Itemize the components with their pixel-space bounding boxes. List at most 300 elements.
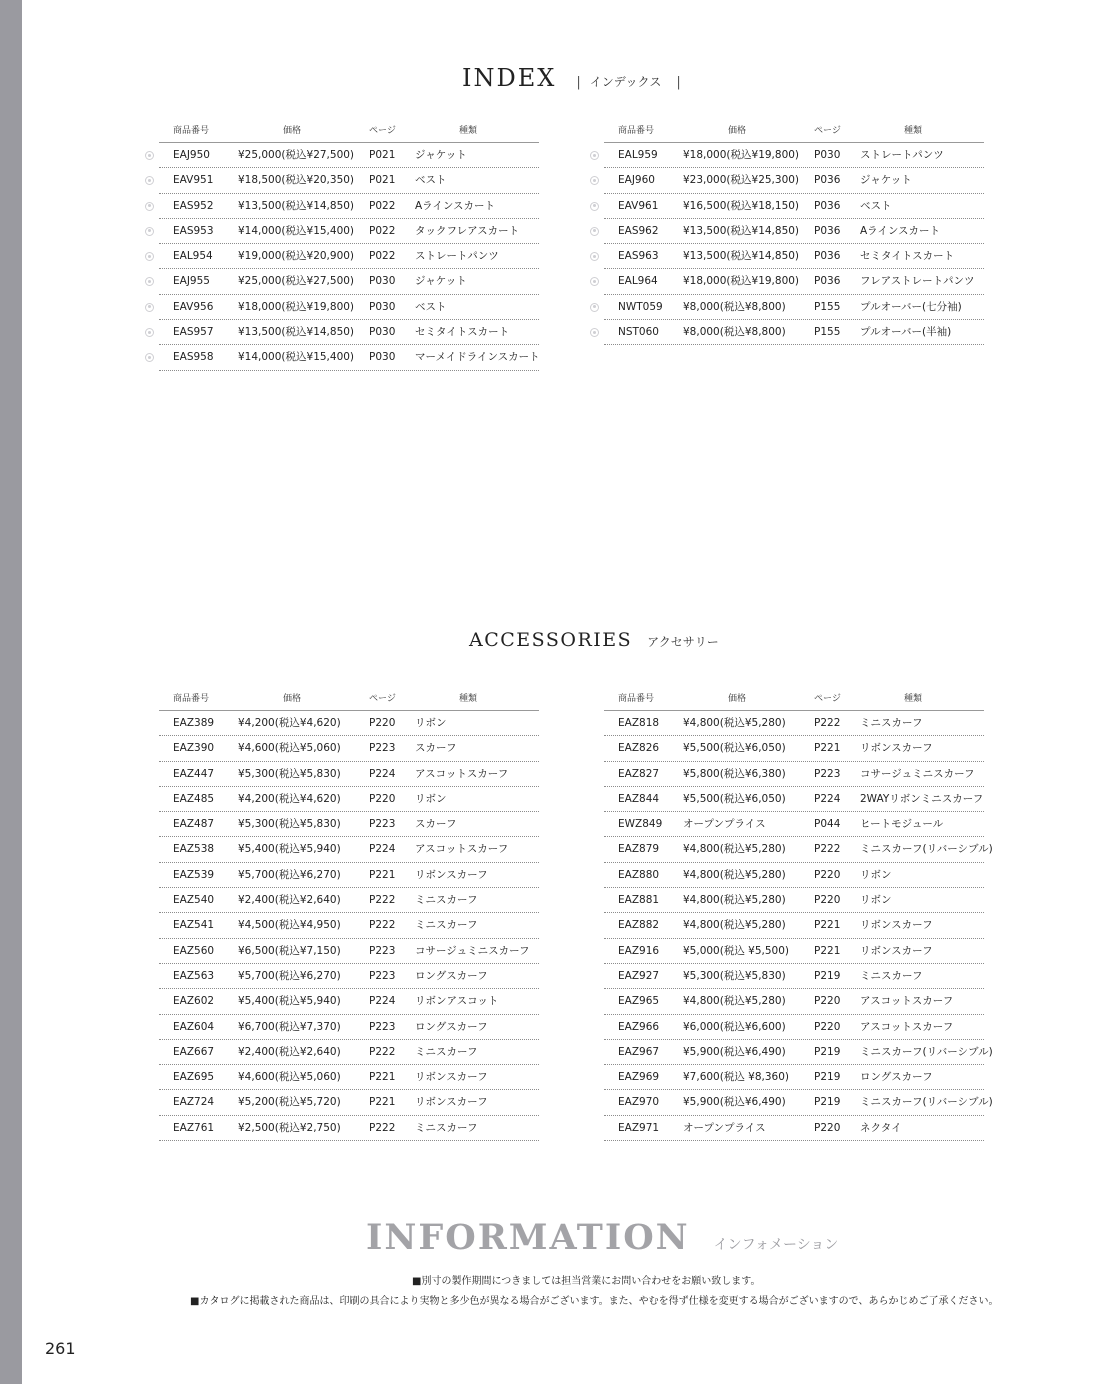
product-code: EAZ969 bbox=[618, 1071, 660, 1084]
accessories-subtitle: アクセサリー bbox=[647, 635, 719, 649]
product-type: コサージュミニスカーフ bbox=[860, 767, 975, 780]
product-code: EAS962 bbox=[618, 224, 659, 237]
bullet-ring-icon bbox=[145, 328, 154, 337]
information-note-lead-time: ■別寸の製作期間につきましては担当営業にお問い合わせをお願い致します。 bbox=[412, 1276, 761, 1287]
product-type: リボンアスコット bbox=[415, 995, 499, 1008]
product-code: EAZ965 bbox=[618, 995, 660, 1008]
table-header bbox=[604, 689, 984, 711]
product-price: ¥4,800(税込¥5,280) bbox=[683, 717, 786, 729]
table-row bbox=[159, 913, 539, 938]
product-type: リボンスカーフ bbox=[860, 944, 933, 957]
product-code: EAS953 bbox=[173, 224, 214, 237]
table-row bbox=[604, 1116, 984, 1141]
accessories-title: ACCESSORIES bbox=[469, 629, 633, 651]
index-separator-right: | bbox=[676, 75, 681, 90]
information-heading bbox=[366, 1217, 838, 1258]
product-code: EAZ667 bbox=[173, 1045, 215, 1058]
bullet-ring-icon bbox=[590, 303, 599, 312]
bullet-ring-icon bbox=[145, 202, 154, 211]
product-type: マーメイドラインスカート bbox=[415, 351, 540, 364]
bullet-ring-icon bbox=[145, 151, 154, 160]
product-code: EAZ541 bbox=[173, 919, 215, 932]
product-page: P222 bbox=[369, 894, 396, 907]
table-row bbox=[159, 1040, 539, 1065]
information-title: INFORMATION bbox=[366, 1217, 690, 1258]
column-header-page: ページ bbox=[369, 126, 396, 136]
product-page: P222 bbox=[814, 717, 841, 729]
product-code: EAZ563 bbox=[173, 969, 215, 982]
product-page: P219 bbox=[814, 969, 841, 982]
product-page: P220 bbox=[814, 1020, 841, 1033]
product-price: ¥5,700(税込¥6,270) bbox=[238, 868, 341, 881]
product-price: ¥5,400(税込¥5,940) bbox=[238, 843, 341, 856]
table-row bbox=[604, 1065, 984, 1090]
table-row bbox=[604, 762, 984, 787]
product-page: P155 bbox=[814, 326, 841, 339]
product-price: ¥4,600(税込¥5,060) bbox=[238, 742, 341, 755]
table-row bbox=[159, 295, 539, 320]
product-price: ¥13,500(税込¥14,850) bbox=[683, 224, 800, 237]
product-type: セミタイトスカート bbox=[860, 250, 955, 263]
column-header-page: ページ bbox=[814, 694, 841, 704]
product-page: P155 bbox=[814, 300, 841, 313]
page-number: 261 bbox=[45, 1339, 76, 1358]
product-type: ミニスカーフ bbox=[415, 894, 478, 907]
bullet-ring-icon bbox=[145, 353, 154, 362]
product-page: P036 bbox=[814, 250, 841, 263]
product-page: P224 bbox=[369, 843, 396, 856]
product-page: P222 bbox=[369, 1045, 396, 1058]
product-page: P221 bbox=[369, 868, 396, 881]
product-price: オープンプライス bbox=[683, 1121, 766, 1134]
product-type: リボン bbox=[860, 894, 892, 907]
product-page: P222 bbox=[814, 843, 841, 856]
table-row bbox=[604, 219, 984, 244]
table-row bbox=[604, 812, 984, 837]
product-type: プルオーバー(七分袖) bbox=[860, 300, 962, 313]
table-row bbox=[159, 219, 539, 244]
product-type: リボンスカーフ bbox=[415, 1096, 488, 1109]
table-row bbox=[159, 1116, 539, 1141]
product-page: P222 bbox=[369, 1121, 396, 1134]
product-type: ミニスカーフ bbox=[415, 919, 478, 932]
product-price: ¥8,000(税込¥8,800) bbox=[683, 300, 786, 313]
product-code: EAZ389 bbox=[173, 717, 215, 729]
product-price: ¥5,000(税込 ¥5,500) bbox=[683, 944, 790, 957]
product-code: EAV961 bbox=[618, 199, 659, 212]
product-price: ¥4,500(税込¥4,950) bbox=[238, 919, 341, 932]
product-price: ¥4,800(税込¥5,280) bbox=[683, 919, 786, 932]
index-title: INDEX bbox=[462, 64, 557, 92]
product-code: EAZ827 bbox=[618, 767, 660, 780]
product-page: P221 bbox=[814, 944, 841, 957]
product-code: EAS952 bbox=[173, 199, 214, 212]
product-code: EAS957 bbox=[173, 326, 214, 339]
product-code: EAZ390 bbox=[173, 742, 215, 755]
product-code: EAZ881 bbox=[618, 894, 660, 907]
product-code: EAZ724 bbox=[173, 1096, 215, 1109]
product-page: P022 bbox=[369, 224, 396, 237]
product-type: ベスト bbox=[415, 174, 447, 187]
product-page: P224 bbox=[369, 767, 396, 780]
product-code: EAZ882 bbox=[618, 919, 660, 932]
product-code: EAZ966 bbox=[618, 1020, 660, 1033]
product-type: アスコットスカーフ bbox=[415, 767, 509, 780]
product-type: ジャケット bbox=[860, 174, 912, 187]
product-code: EAZ971 bbox=[618, 1121, 660, 1134]
product-code: EAZ761 bbox=[173, 1121, 215, 1134]
product-type: ネクタイ bbox=[860, 1121, 902, 1134]
column-header-code: 商品番号 bbox=[618, 126, 655, 136]
product-page: P220 bbox=[814, 995, 841, 1008]
product-page: P220 bbox=[814, 868, 841, 881]
product-code: EAL954 bbox=[173, 250, 213, 263]
product-price: ¥5,300(税込¥5,830) bbox=[683, 969, 786, 982]
product-price: ¥16,500(税込¥18,150) bbox=[683, 199, 800, 212]
index-table-left bbox=[159, 121, 539, 371]
product-price: ¥23,000(税込¥25,300) bbox=[683, 174, 800, 187]
product-type: Aラインスカート bbox=[415, 199, 496, 212]
product-type: ミニスカーフ bbox=[415, 1045, 478, 1058]
accessories-table-left bbox=[159, 689, 539, 1141]
bullet-ring-icon bbox=[590, 277, 599, 286]
product-price: ¥5,800(税込¥6,380) bbox=[683, 767, 786, 780]
product-type: アスコットスカーフ bbox=[860, 1020, 954, 1033]
column-header-type: 種類 bbox=[459, 126, 478, 136]
product-code: EAZ970 bbox=[618, 1096, 660, 1109]
product-price: ¥19,000(税込¥20,900) bbox=[238, 250, 355, 263]
bullet-ring-icon bbox=[145, 252, 154, 261]
product-price: ¥13,500(税込¥14,850) bbox=[683, 250, 800, 263]
product-page: P223 bbox=[369, 1020, 396, 1033]
table-row bbox=[159, 1090, 539, 1115]
product-type: リボンスカーフ bbox=[860, 742, 933, 755]
bullet-ring-icon bbox=[145, 303, 154, 312]
product-page: P036 bbox=[814, 275, 841, 288]
product-page: P030 bbox=[369, 300, 396, 313]
product-code: EAZ880 bbox=[618, 868, 660, 881]
product-page: P036 bbox=[814, 199, 841, 212]
product-page: P030 bbox=[369, 275, 396, 288]
product-page: P221 bbox=[369, 1071, 396, 1084]
product-type: ミニスカーフ bbox=[860, 717, 923, 729]
table-row bbox=[604, 888, 984, 913]
product-page: P220 bbox=[369, 717, 396, 729]
product-price: ¥8,000(税込¥8,800) bbox=[683, 326, 786, 339]
product-price: ¥18,000(税込¥19,800) bbox=[238, 300, 355, 313]
product-type: ロングスカーフ bbox=[415, 969, 488, 982]
product-type: ベスト bbox=[415, 300, 447, 313]
product-page: P021 bbox=[369, 149, 396, 161]
table-header bbox=[159, 121, 539, 143]
product-code: EAZ538 bbox=[173, 843, 215, 856]
product-code: NWT059 bbox=[618, 300, 663, 313]
product-price: ¥2,400(税込¥2,640) bbox=[238, 894, 341, 907]
product-type: ストレートパンツ bbox=[415, 250, 499, 263]
table-row bbox=[159, 812, 539, 837]
product-code: EAL964 bbox=[618, 275, 658, 288]
bullet-ring-icon bbox=[590, 252, 599, 261]
table-row bbox=[159, 143, 539, 168]
product-code: EAZ602 bbox=[173, 995, 215, 1008]
product-code: EAJ955 bbox=[173, 275, 210, 288]
product-page: P221 bbox=[369, 1096, 396, 1109]
product-page: P036 bbox=[814, 224, 841, 237]
table-row bbox=[159, 964, 539, 989]
table-row bbox=[604, 964, 984, 989]
product-type: プルオーバー(半袖) bbox=[860, 326, 952, 339]
product-price: ¥13,500(税込¥14,850) bbox=[238, 326, 355, 339]
product-type: スカーフ bbox=[415, 818, 457, 831]
product-price: ¥5,500(税込¥6,050) bbox=[683, 792, 786, 805]
product-page: P223 bbox=[369, 742, 396, 755]
product-price: ¥2,500(税込¥2,750) bbox=[238, 1121, 341, 1134]
table-row bbox=[604, 168, 984, 193]
column-header-price: 価格 bbox=[728, 694, 747, 704]
table-row bbox=[159, 863, 539, 888]
product-code: EWZ849 bbox=[618, 818, 663, 831]
product-price: ¥5,700(税込¥6,270) bbox=[238, 969, 341, 982]
product-price: ¥4,800(税込¥5,280) bbox=[683, 995, 786, 1008]
product-page: P221 bbox=[814, 742, 841, 755]
product-code: EAZ487 bbox=[173, 818, 215, 831]
product-type: アスコットスカーフ bbox=[415, 843, 509, 856]
table-row bbox=[604, 295, 984, 320]
product-price: ¥4,200(税込¥4,620) bbox=[238, 717, 341, 729]
product-price: ¥13,500(税込¥14,850) bbox=[238, 199, 355, 212]
product-code: EAZ695 bbox=[173, 1071, 215, 1084]
table-row bbox=[159, 345, 539, 370]
product-price: ¥6,000(税込¥6,600) bbox=[683, 1020, 786, 1033]
column-header-type: 種類 bbox=[904, 126, 923, 136]
table-row bbox=[159, 168, 539, 193]
product-type: Aラインスカート bbox=[860, 224, 941, 237]
table-row bbox=[604, 1015, 984, 1040]
product-code: EAZ560 bbox=[173, 944, 215, 957]
table-row bbox=[604, 989, 984, 1014]
table-row bbox=[159, 787, 539, 812]
product-code: EAZ447 bbox=[173, 767, 215, 780]
product-price: ¥4,800(税込¥5,280) bbox=[683, 894, 786, 907]
index-table-right bbox=[604, 121, 984, 345]
information-subtitle: インフォメーション bbox=[713, 1237, 839, 1253]
product-page: P030 bbox=[814, 149, 841, 161]
product-price: ¥2,400(税込¥2,640) bbox=[238, 1045, 341, 1058]
table-row bbox=[159, 989, 539, 1014]
accessories-heading bbox=[469, 629, 719, 651]
product-code: EAZ967 bbox=[618, 1045, 660, 1058]
information-note-color-disclaimer: ■カタログに掲載された商品は、印刷の具合により実物と多少色が異なる場合がございます。また、やむを得ず仕様を変更する場合がございますので、あらかじめご了承ください。 bbox=[190, 1296, 999, 1307]
product-page: P022 bbox=[369, 250, 396, 263]
product-price: ¥25,000(税込¥27,500) bbox=[238, 275, 355, 288]
table-row bbox=[604, 244, 984, 269]
table-row bbox=[604, 320, 984, 345]
product-price: ¥5,300(税込¥5,830) bbox=[238, 767, 341, 780]
product-page: P222 bbox=[369, 919, 396, 932]
product-type: ストレートパンツ bbox=[860, 149, 944, 161]
column-header-code: 商品番号 bbox=[173, 694, 210, 704]
bullet-ring-icon bbox=[590, 202, 599, 211]
product-page: P021 bbox=[369, 174, 396, 187]
table-row bbox=[159, 320, 539, 345]
product-type: ミニスカーフ bbox=[860, 969, 923, 982]
column-header-code: 商品番号 bbox=[173, 126, 210, 136]
table-row bbox=[604, 787, 984, 812]
bullet-ring-icon bbox=[145, 176, 154, 185]
product-page: P223 bbox=[369, 944, 396, 957]
product-price: ¥4,200(税込¥4,620) bbox=[238, 792, 341, 805]
product-price: ¥5,900(税込¥6,490) bbox=[683, 1096, 786, 1109]
column-header-page: ページ bbox=[814, 126, 841, 136]
table-row bbox=[159, 194, 539, 219]
table-row bbox=[159, 711, 539, 736]
product-code: NST060 bbox=[618, 326, 659, 339]
product-code: EAS963 bbox=[618, 250, 659, 263]
table-row bbox=[604, 837, 993, 862]
product-code: EAV951 bbox=[173, 174, 214, 187]
table-row bbox=[604, 736, 984, 761]
product-price: ¥5,200(税込¥5,720) bbox=[238, 1096, 341, 1109]
product-type: コサージュミニスカーフ bbox=[415, 944, 530, 957]
product-price: ¥4,800(税込¥5,280) bbox=[683, 843, 786, 856]
table-row bbox=[604, 1090, 993, 1115]
product-code: EAZ879 bbox=[618, 843, 660, 856]
product-type: フレアストレートパンツ bbox=[860, 275, 975, 288]
product-code: EAZ485 bbox=[173, 792, 215, 805]
table-row bbox=[159, 1065, 539, 1090]
product-code: EAS958 bbox=[173, 351, 214, 364]
product-page: P044 bbox=[814, 818, 841, 831]
product-type: ミニスカーフ bbox=[415, 1121, 478, 1134]
table-row bbox=[159, 1015, 539, 1040]
product-type: リボンスカーフ bbox=[860, 919, 933, 932]
table-row bbox=[159, 762, 539, 787]
product-page: P219 bbox=[814, 1096, 841, 1109]
product-type: ミニスカーフ(リバーシブル) bbox=[860, 843, 993, 856]
product-type: 2WAYリボンミニスカーフ bbox=[860, 792, 984, 805]
product-page: P223 bbox=[369, 818, 396, 831]
product-page: P219 bbox=[814, 1045, 841, 1058]
product-type: リボン bbox=[415, 792, 447, 805]
product-page: P220 bbox=[814, 1121, 841, 1134]
product-type: ベスト bbox=[860, 199, 892, 212]
product-page: P220 bbox=[369, 792, 396, 805]
table-row bbox=[159, 837, 539, 862]
product-code: EAZ818 bbox=[618, 717, 660, 729]
product-code: EAZ604 bbox=[173, 1020, 215, 1033]
product-code: EAJ960 bbox=[618, 174, 655, 187]
product-page: P030 bbox=[369, 326, 396, 339]
product-page: P224 bbox=[369, 995, 396, 1008]
table-row bbox=[159, 939, 539, 964]
product-type: ロングスカーフ bbox=[860, 1071, 933, 1084]
side-bar bbox=[0, 0, 22, 1384]
product-type: ミニスカーフ(リバーシブル) bbox=[860, 1045, 993, 1058]
product-price: ¥18,500(税込¥20,350) bbox=[238, 174, 355, 187]
product-code: EAZ540 bbox=[173, 894, 215, 907]
column-header-type: 種類 bbox=[459, 694, 478, 704]
table-row bbox=[604, 269, 984, 294]
bullet-ring-icon bbox=[590, 328, 599, 337]
product-type: ジャケット bbox=[415, 149, 467, 161]
product-price: ¥25,000(税込¥27,500) bbox=[238, 149, 355, 161]
bullet-ring-icon bbox=[145, 227, 154, 236]
index-subtitle: インデックス bbox=[589, 75, 662, 89]
table-row bbox=[159, 269, 539, 294]
product-price: ¥5,300(税込¥5,830) bbox=[238, 818, 341, 831]
product-type: リボン bbox=[415, 717, 447, 729]
column-header-price: 価格 bbox=[283, 126, 302, 136]
table-row bbox=[604, 939, 984, 964]
product-type: ジャケット bbox=[415, 275, 467, 288]
column-header-page: ページ bbox=[369, 694, 396, 704]
index-separator-left: | bbox=[576, 75, 581, 90]
product-price: ¥4,600(税込¥5,060) bbox=[238, 1071, 341, 1084]
product-type: リボン bbox=[860, 868, 892, 881]
product-page: P036 bbox=[814, 174, 841, 187]
product-type: ロングスカーフ bbox=[415, 1020, 488, 1033]
product-type: セミタイトスカート bbox=[415, 326, 510, 339]
product-code: EAJ950 bbox=[173, 149, 210, 161]
product-price: ¥18,000(税込¥19,800) bbox=[683, 149, 800, 161]
bullet-ring-icon bbox=[590, 151, 599, 160]
product-code: EAZ916 bbox=[618, 944, 660, 957]
product-page: P224 bbox=[814, 792, 841, 805]
product-price: ¥7,600(税込 ¥8,360) bbox=[683, 1071, 790, 1084]
product-price: ¥18,000(税込¥19,800) bbox=[683, 275, 800, 288]
product-page: P221 bbox=[814, 919, 841, 932]
table-row bbox=[604, 913, 984, 938]
product-type: アスコットスカーフ bbox=[860, 995, 954, 1008]
product-page: P219 bbox=[814, 1071, 841, 1084]
table-row bbox=[604, 863, 984, 888]
product-page: P223 bbox=[369, 969, 396, 982]
product-code: EAZ539 bbox=[173, 868, 215, 881]
product-price: ¥5,500(税込¥6,050) bbox=[683, 742, 786, 755]
product-page: P220 bbox=[814, 894, 841, 907]
product-type: リボンスカーフ bbox=[415, 868, 488, 881]
product-price: ¥6,700(税込¥7,370) bbox=[238, 1020, 341, 1033]
bullet-ring-icon bbox=[590, 176, 599, 185]
index-heading bbox=[462, 64, 681, 92]
product-price: ¥6,500(税込¥7,150) bbox=[238, 944, 341, 957]
bullet-ring-icon bbox=[590, 227, 599, 236]
product-code: EAL959 bbox=[618, 149, 658, 161]
table-row bbox=[604, 711, 984, 736]
product-price: ¥14,000(税込¥15,400) bbox=[238, 351, 355, 364]
product-type: タックフレアスカート bbox=[415, 224, 520, 237]
table-header bbox=[159, 689, 539, 711]
product-type: リボンスカーフ bbox=[415, 1071, 488, 1084]
table-row bbox=[604, 194, 984, 219]
table-row bbox=[604, 143, 984, 168]
product-price: ¥4,800(税込¥5,280) bbox=[683, 868, 786, 881]
product-price: ¥14,000(税込¥15,400) bbox=[238, 224, 355, 237]
product-code: EAZ927 bbox=[618, 969, 660, 982]
product-page: P030 bbox=[369, 351, 396, 364]
product-page: P223 bbox=[814, 767, 841, 780]
accessories-table-right bbox=[604, 689, 993, 1141]
product-page: P022 bbox=[369, 199, 396, 212]
table-row bbox=[604, 1040, 993, 1065]
table-row bbox=[159, 736, 539, 761]
product-price: ¥5,400(税込¥5,940) bbox=[238, 995, 341, 1008]
table-row bbox=[159, 888, 539, 913]
column-header-code: 商品番号 bbox=[618, 694, 655, 704]
column-header-price: 価格 bbox=[728, 126, 747, 136]
bullet-ring-icon bbox=[145, 277, 154, 286]
table-row bbox=[159, 244, 539, 269]
